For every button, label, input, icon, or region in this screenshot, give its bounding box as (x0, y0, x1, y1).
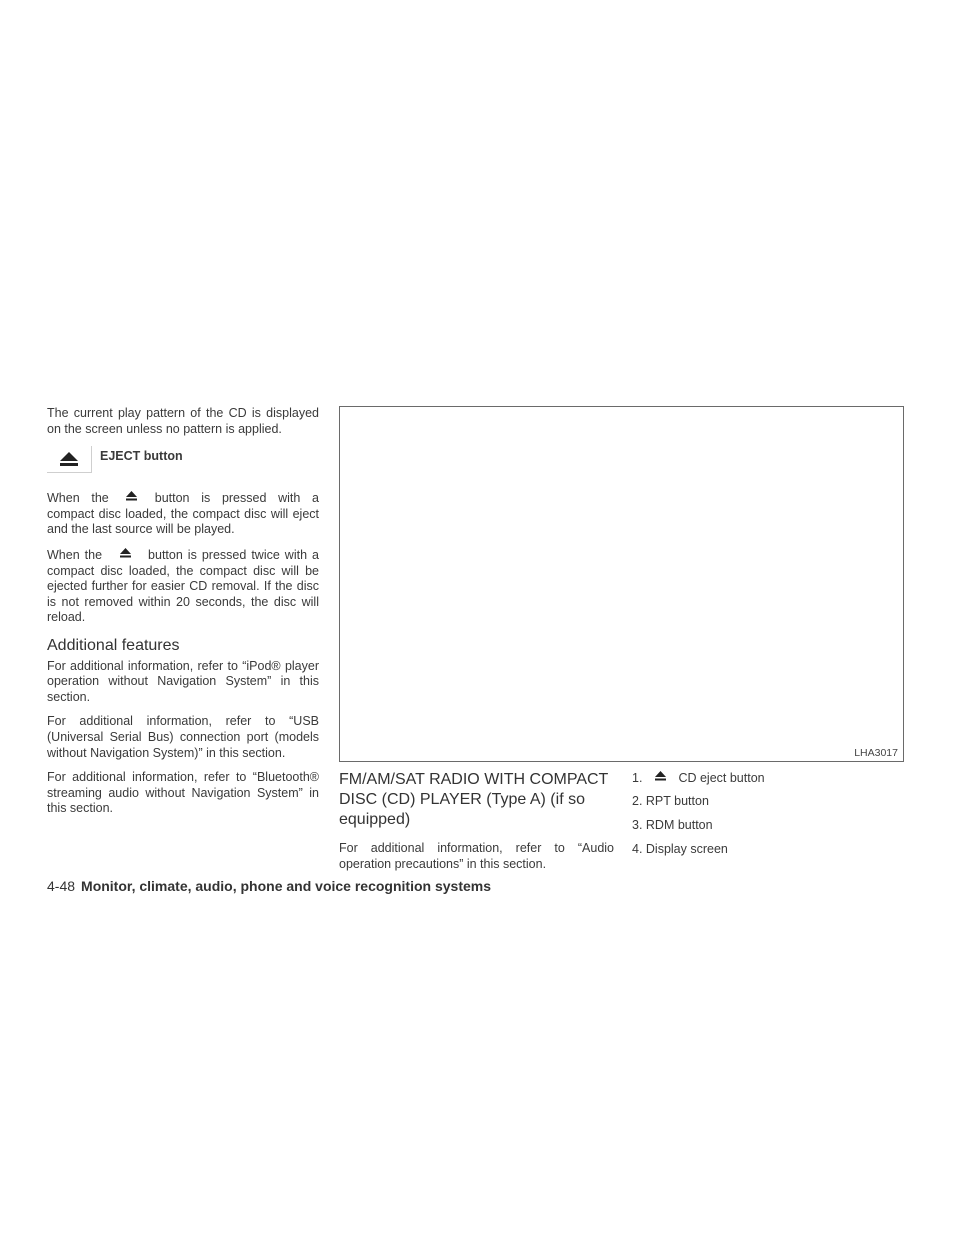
eject-heading-row (47, 446, 319, 480)
section-heading: FM/AM/SAT RADIO WITH COMPACT DISC (CD) PLAYER (Type A) (if so equipped) (339, 771, 609, 828)
paragraph-eject-once (47, 490, 319, 538)
eject-icon (642, 770, 678, 785)
chapter-title: Monitor, climate, audio, phone and voice recognition systems (81, 878, 491, 894)
page-number: 4-48 (47, 878, 76, 894)
figure-label: LHA3017 (854, 747, 898, 759)
paragraph-play-pattern: The current play pattern of the CD is displayed on the screen unless no pattern is applied. (47, 406, 319, 436)
list-item (632, 770, 892, 794)
figure-frame (339, 406, 904, 762)
list-item (632, 794, 892, 818)
text-when-the: When the (47, 547, 103, 562)
list-item (632, 842, 892, 866)
paragraph-eject-twice (47, 547, 319, 626)
list-item-number: 1. (632, 771, 643, 785)
middle-column (339, 770, 614, 872)
list-item (632, 818, 892, 842)
figure-legend-list (632, 770, 892, 866)
left-column (47, 406, 319, 826)
eject-icon (102, 547, 148, 563)
paragraph-bluetooth: For additional information, refer to “Bluetooth® streaming audio without Navigation System” in this section. (47, 770, 319, 816)
list-item-label: 4. Display screen (632, 842, 728, 856)
heading-additional-features: Additional features (47, 636, 180, 654)
list-item-label: 2. RPT button (632, 794, 709, 808)
paragraph-usb: For additional information, refer to “USB (Universal Serial Bus) connection port (models without Navigation System)” in this section. (47, 714, 319, 760)
eject-icon (109, 490, 155, 506)
paragraph-ipod: For additional information, refer to “iPod® player operation without Navigation System” in this section. (47, 658, 319, 704)
eject-button-label: EJECT button (100, 449, 183, 464)
page-footer (47, 878, 491, 894)
eject-icon (47, 446, 92, 473)
text-eject-twice: button is pressed twice with a compact disc loaded, the compact disc will be ejected further for easier CD removal. If the disc is not removed within 20 seconds, the disc will reload. (47, 547, 319, 625)
list-item-label: 3. RDM button (632, 818, 713, 832)
text-when-the: When the (47, 491, 109, 506)
paragraph-audio-precautions: For additional information, refer to “Audio operation precautions” in this section. (339, 841, 614, 871)
list-item-label: CD eject button (678, 771, 765, 785)
text-eject-once: button is pressed with a compact disc loaded, the compact disc will eject and the last source will be played. (47, 491, 319, 537)
